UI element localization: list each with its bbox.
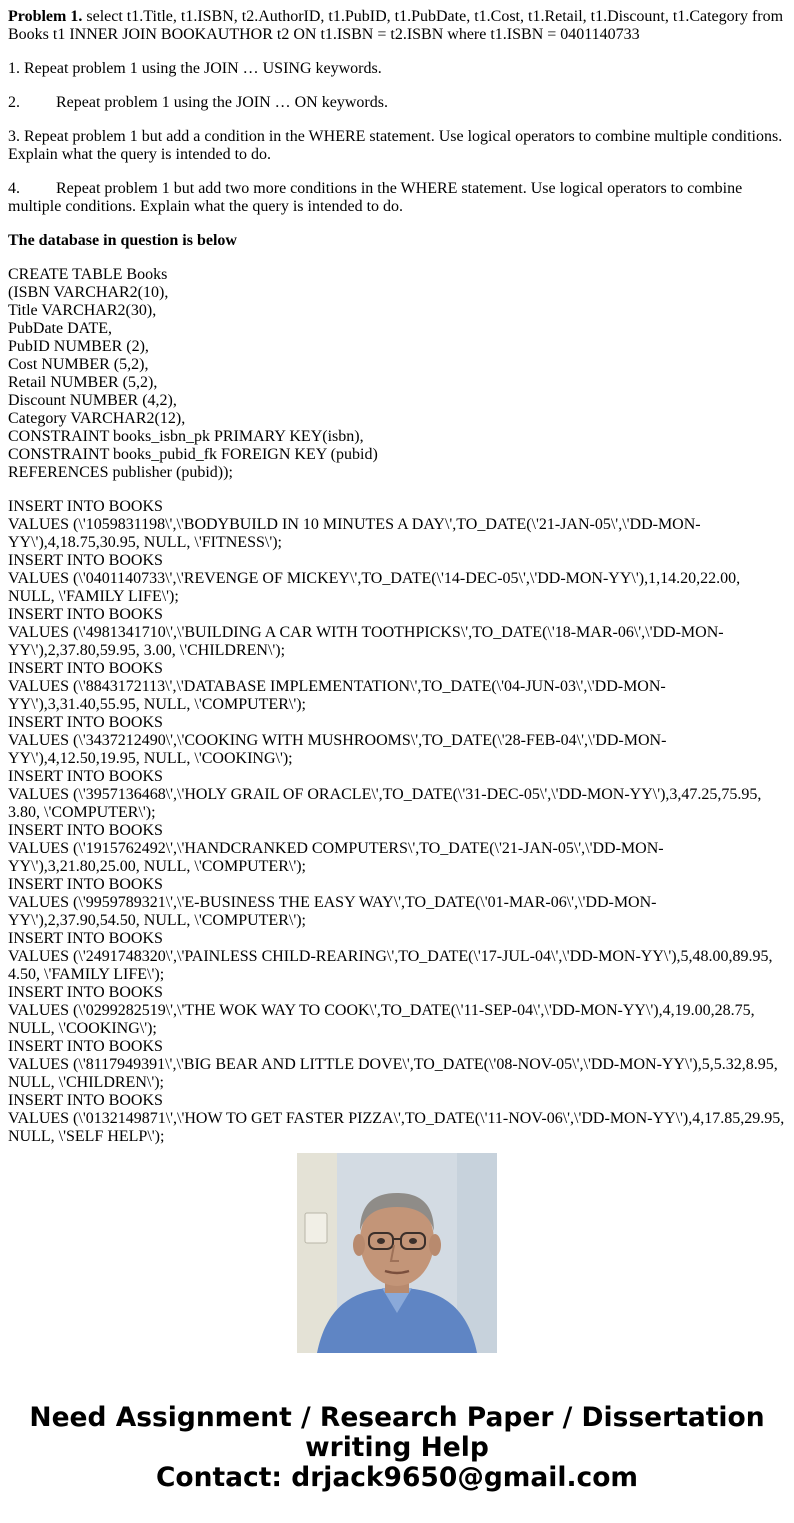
document-body [8, 8, 786, 1145]
task-text: Repeat problem 1 but add two more conditions in the WHERE statement. Use logical operators to combine multiple conditions. Explain what the query is intended to do. [8, 180, 743, 215]
task-text: Repeat problem 1 using the JOIN … USING keywords. [24, 60, 382, 77]
footer-ad [0, 1403, 794, 1493]
insert-keyword: INSERT INTO BOOKS [8, 984, 163, 1001]
code-line: (ISBN VARCHAR2(10), [8, 284, 169, 301]
insert-keyword: INSERT INTO BOOKS [8, 1092, 163, 1109]
insert-keyword: INSERT INTO BOOKS [8, 606, 163, 623]
task-number: 1. [8, 60, 20, 77]
insert-values: VALUES (\'4981341710\',\'BUILDING A CAR WITH TOOTHPICKS\',TO_DATE(\'18-MAR-06\',\'DD-MON-YY\'),2,37.80,59.95, 3.00, \'CHILDREN\'); [8, 624, 724, 659]
footer-line: writing Help [305, 1432, 489, 1463]
contact-email: Contact: drjack9650@gmail.com [155, 1462, 639, 1493]
task-4 [8, 180, 786, 216]
insert-keyword: INSERT INTO BOOKS [8, 876, 163, 893]
insert-values: VALUES (\'3437212490\',\'COOKING WITH MUSHROOMS\',TO_DATE(\'28-FEB-04\',\'DD-MON-YY\'),4,12.50,19.95, NULL, \'COOKING\'); [8, 732, 667, 767]
task-text: Repeat problem 1 but add a condition in the WHERE statement. Use logical operators to combine multiple conditions. Explain what the query is intended to do. [8, 128, 783, 163]
problem-label: Problem 1. [8, 8, 83, 25]
code-line: CONSTRAINT books_pubid_fk FOREIGN KEY (pubid) [8, 446, 378, 463]
task-number: 3. [8, 128, 20, 145]
insert-values: VALUES (\'0401140733\',\'REVENGE OF MICKEY\',TO_DATE(\'14-DEC-05\',\'DD-MON-YY\'),1,14.20,22.00, NULL, \'FAMILY LIFE\'); [8, 570, 741, 605]
insert-values: VALUES (\'1915762492\',\'HANDCRANKED COMPUTERS\',TO_DATE(\'21-JAN-05\',\'DD-MON-YY\'),3,21.80,25.00, NULL, \'COMPUTER\'); [8, 840, 664, 875]
code-line: Title VARCHAR2(30), [8, 302, 157, 319]
insert-keyword: INSERT INTO BOOKS [8, 768, 163, 785]
database-heading: The database in question is below [8, 232, 237, 249]
problem-statement [8, 8, 786, 44]
portrait-illustration [297, 1153, 497, 1353]
insert-keyword: INSERT INTO BOOKS [8, 660, 163, 677]
insert-keyword: INSERT INTO BOOKS [8, 930, 163, 947]
insert-values: VALUES (\'0132149871\',\'HOW TO GET FASTER PIZZA\',TO_DATE(\'11-NOV-06\',\'DD-MON-YY\'),4,17.85,29.95, NULL, \'SELF HELP\'); [8, 1110, 785, 1145]
code-line: CONSTRAINT books_isbn_pk PRIMARY KEY(isbn), [8, 428, 364, 445]
task-number: 2. [8, 94, 20, 111]
code-line: Discount NUMBER (4,2), [8, 392, 177, 409]
code-line: PubID NUMBER (2), [8, 338, 149, 355]
insert-values: VALUES (\'2491748320\',\'PAINLESS CHILD-REARING\',TO_DATE(\'17-JUL-04\',\'DD-MON-YY\'),5,48.00,89.95, 4.50, \'FAMILY LIFE\'); [8, 948, 773, 983]
insert-values: VALUES (\'8843172113\',\'DATABASE IMPLEMENTATION\',TO_DATE(\'04-JUN-03\',\'DD-MON-YY\'),3,31.40,55.95, NULL, \'COMPUTER\'); [8, 678, 666, 713]
code-line: REFERENCES publisher (pubid)); [8, 464, 233, 481]
code-line: Category VARCHAR2(12), [8, 410, 186, 427]
code-line: PubDate DATE, [8, 320, 112, 337]
insert-statements [8, 498, 786, 1146]
insert-keyword: INSERT INTO BOOKS [8, 1038, 163, 1055]
insert-values: VALUES (\'0299282519\',\'THE WOK WAY TO COOK\',TO_DATE(\'11-SEP-04\',\'DD-MON-YY\'),4,19.00,28.75, NULL, \'COOKING\'); [8, 1002, 755, 1037]
footer-line: Need Assignment / Research Paper / Dissertation [29, 1402, 765, 1433]
code-line: CREATE TABLE Books [8, 266, 168, 283]
insert-keyword: INSERT INTO BOOKS [8, 714, 163, 731]
code-line: Cost NUMBER (5,2), [8, 356, 149, 373]
create-table-statement [8, 266, 786, 482]
insert-values: VALUES (\'8117949391\',\'BIG BEAR AND LITTLE DOVE\',TO_DATE(\'08-NOV-05\',\'DD-MON-YY\'),5,5.32,8.95, NULL, \'CHILDREN\'); [8, 1056, 778, 1091]
task-1 [8, 60, 786, 78]
insert-keyword: INSERT INTO BOOKS [8, 498, 163, 515]
insert-values: VALUES (\'1059831198\',\'BODYBUILD IN 10 MINUTES A DAY\',TO_DATE(\'21-JAN-05\',\'DD-MON-YY\'),4,18.75,30.95, NULL, \'FITNESS\'); [8, 516, 701, 551]
insert-values: VALUES (\'3957136468\',\'HOLY GRAIL OF ORACLE\',TO_DATE(\'31-DEC-05\',\'DD-MON-YY\'),3,47.25,75.95, 3.80, \'COMPUTER\'); [8, 786, 762, 821]
author-photo [297, 1153, 497, 1353]
task-text: Repeat problem 1 using the JOIN … ON keywords. [56, 94, 388, 111]
code-line: Retail NUMBER (5,2), [8, 374, 158, 391]
task-3 [8, 128, 786, 164]
insert-keyword: INSERT INTO BOOKS [8, 822, 163, 839]
insert-values: VALUES (\'9959789321\',\'E-BUSINESS THE EASY WAY\',TO_DATE(\'01-MAR-06\',\'DD-MON-YY\'),2,37.90,54.50, NULL, \'COMPUTER\'); [8, 894, 657, 929]
task-number: 4. [8, 180, 20, 197]
problem-text: select t1.Title, t1.ISBN, t2.AuthorID, t1.PubID, t1.PubDate, t1.Cost, t1.Retail, t1.Discount, t1.Category from Books t1 INNER JOIN BOOKAUTHOR t2 ON t1.ISBN = t2.ISBN where t1.ISBN = 0401140733 [8, 8, 784, 43]
task-2 [8, 94, 786, 112]
insert-keyword: INSERT INTO BOOKS [8, 552, 163, 569]
